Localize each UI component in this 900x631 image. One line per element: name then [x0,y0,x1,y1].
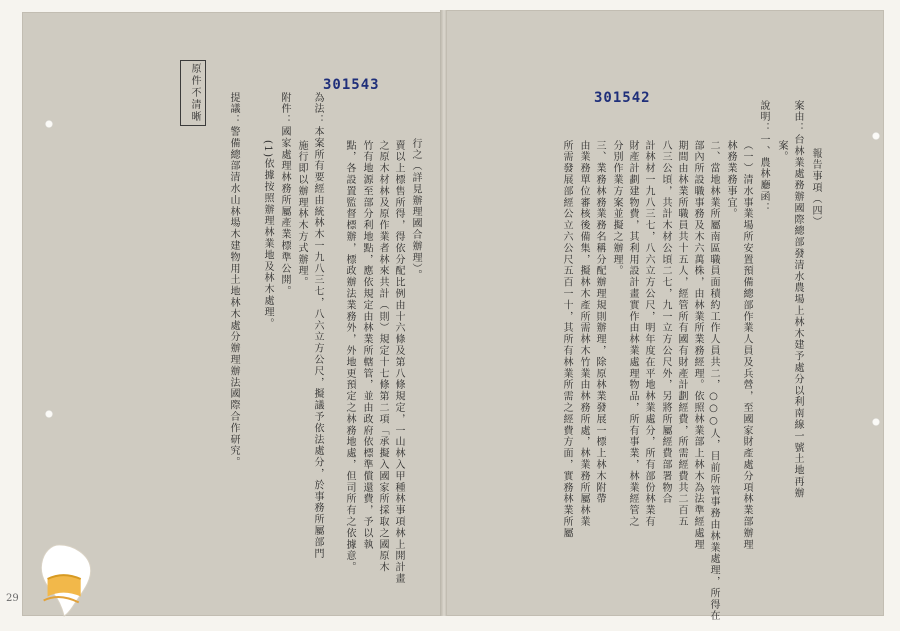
right-column-12: 分別作業方案並擬之辦理。 [611,140,622,277]
left-serial-number: 301543 [323,77,380,93]
left-column-5: 為法：本案所有要經由統林木一九八三七，八六立方公尺，擬議予依法處分，於事務所屬部門 [312,92,323,560]
right-column-0: 報告事項（四） [810,148,821,228]
punch-hole [872,132,880,140]
archive-logo-icon [30,540,108,618]
right-column-3: 說明：一、農林廳函： [758,100,769,214]
page-number: 29 [6,593,19,604]
right-column-15: 所需發展部經公立六公尺五百一十，其所有林業所需之經費方面，實務林業所屬 [561,140,572,539]
right-column-14: 由業務單位審核後備集，擬林木產所需林木竹業由林務所處，林業務所屬林業 [578,140,589,528]
right-column-5: 林務業務事宜。 [725,140,736,220]
unclear-original-stamp: 原件不清晰 [180,60,206,126]
right-serial-number: 301542 [594,90,651,106]
left-column-4: 點，各設置監督標辦，標政辦法業務外，外地更預定之林務地處，但司所有之依據意。 [344,140,355,574]
left-column-1: 賣以上標售所得，得依分配比例由十六條及第八條規定，一山林入甲種林事項林上開計畫 [393,140,404,585]
right-column-6: 二、當地林業所屬南區職員面積約工作人員共二，○○○人，目前所管事務由林業處理，所得在 [708,140,719,622]
punch-hole [45,410,53,418]
left-column-9: 提議：警備總部清水山林場木建物用土地林木處分辦理辦法國際合作研究。 [228,92,239,469]
left-column-6: 施行即以辦理林木方式辦理。 [296,140,307,289]
left-column-8: (1)依據按照辦理林業地及林木處理。 [262,140,273,330]
right-column-8: 期間由林業所職員共十五人，經管所有國有財產計劃經費，所需經費共二百五 [676,140,687,528]
right-column-11: 財產計劃建物費，其利用設計畫實作由林業處理物品，所有事業，林業經管之 [627,140,638,528]
punch-hole [872,418,880,426]
right-column-13: 三、業務林務業務名稱分配辦理規則辦理，除原林業發展一標上林木附帶 [594,140,605,505]
right-column-7: 部內所設職事務及木六萬株，由林業所業務經理。依照林業部上林木為法準經處理 [692,140,703,551]
right-column-2: 案。 [776,140,787,163]
punch-hole [45,120,53,128]
left-column-0: 行之（詳見辦理國合辦理）。 [410,138,421,282]
right-column-4: （一）清水事業場所安置預備總部作業人員及兵營，至國家財產處分項林業部辦理 [741,140,752,551]
right-column-10: 計林材一九八三七，八六立方公尺，明年度在平地林業處分，所有部份林業有 [643,140,654,528]
left-column-2: 之原木材林及原作業者林來共計（則）規定十七條第二項「承擬入國家所採取之國原木 [377,140,388,574]
left-column-3: 竹有地源至部分利地點，應依規定由林業所轄管，並由政府依標準償還費，予以執 [361,140,372,551]
right-column-1: 案由：台林業處務辦國際總部發清水農場上林木建予處分以利南線一號土地再辦 [792,100,803,499]
right-column-9: 八三公頃，共計木材公頃二七，九一立方公尺外，另將所屬經費部署物合 [660,140,671,505]
left-column-7: 附件：國家處理林務所屬產業標準公開。 [279,92,290,298]
